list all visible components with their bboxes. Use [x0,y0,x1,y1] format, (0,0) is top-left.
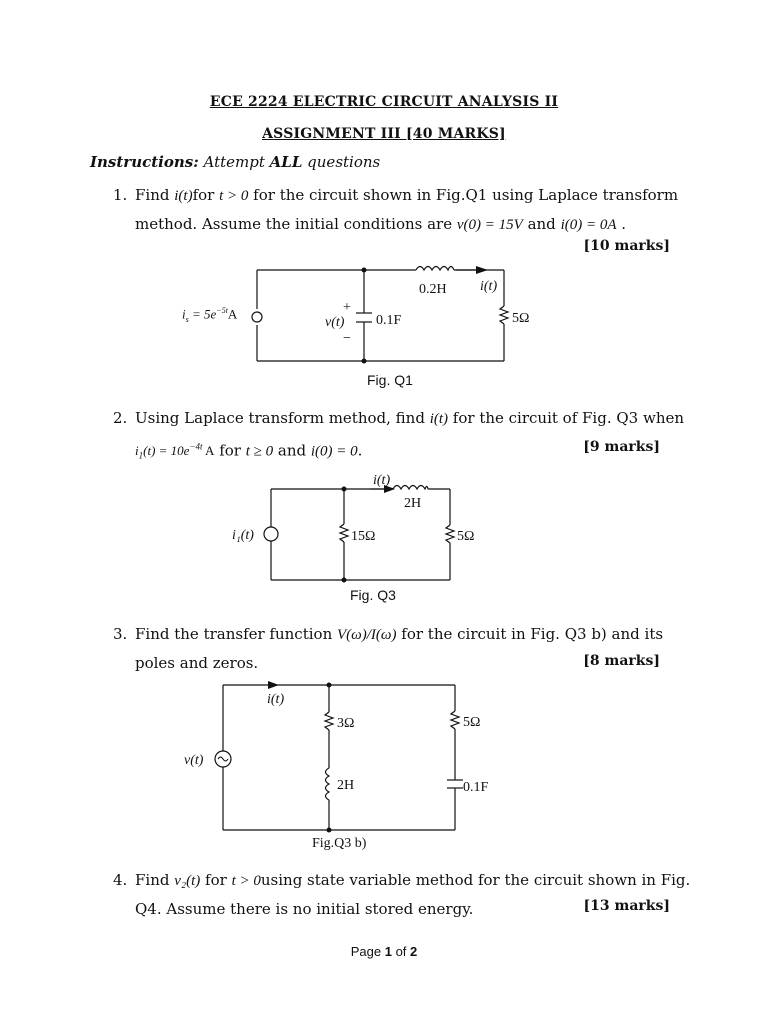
page-footer [0,944,768,959]
question-number: 3. [113,625,128,643]
q1-initial-voltage: v(0) = 15V [456,217,523,233]
q2-current: i(t) [429,411,449,427]
instructions-text-end: questions [302,153,381,171]
q3b-source-label: v(t) [184,753,204,768]
q1-text: Find [135,186,175,204]
q1-initial-current: i(0) = 0A [560,217,617,233]
resistor-icon [325,712,333,730]
q3b-caption: Fig.Q3 b) [312,836,367,851]
q3-current-label: i(t) [373,473,391,488]
q1-text: . [616,215,627,233]
question-number: 2. [113,409,128,427]
q2-text: for [214,441,246,460]
q2-marks: [9 marks] [583,439,660,455]
q1-text: for [192,186,220,204]
q3-text: for the circuit in Fig. Q3 b) and its [396,625,664,643]
q1-condition: t > 0 [219,188,249,204]
q3-inductor-label: 2H [404,496,422,511]
q1-text: for the circuit shown in Fig.Q1 using Laplace transform [248,186,679,204]
q1-current-label: i(t) [480,279,498,294]
instructions-emphasis: ALL [269,153,303,171]
assignment-title: ASSIGNMENT III [40 MARKS] [262,126,506,142]
footer-total-pages: 2 [410,944,418,959]
q2-text: Using Laplace transform method, find [135,409,430,427]
footer-of-word: of [395,944,407,959]
footer-current-page: 1 [384,944,392,959]
q2-condition: t ≥ 0 [245,443,274,460]
q3-caption: Fig. Q3 [350,587,396,603]
q3-transfer-function: V(ω)/I(ω) [337,627,397,643]
inductor-icon [326,768,330,800]
q1-marks: [10 marks] [583,238,670,254]
q1-caption: Fig. Q1 [367,372,413,388]
q4-text: for [200,871,232,889]
q3-text: poles and zeros. [135,654,259,672]
q3-source-label: i₁(t) [232,528,254,543]
instructions-text: Attempt [198,153,270,171]
q4-condition: t > 0 [231,873,261,889]
plus-sign: + [343,300,351,315]
q1-text: method. Assume the initial conditions are [135,215,457,233]
instructions-label: Instructions: [90,153,199,171]
minus-sign: − [343,331,351,346]
q3b-capacitor-label: 0.1F [463,780,489,795]
resistor-icon [451,711,459,729]
q3b-current-label: i(t) [267,692,285,707]
q3b-resistor1-label: 3Ω [337,716,355,731]
q2-initial-current: i(0) = 0 [310,443,358,460]
q2-text: and [273,441,311,460]
q3-text: Find the transfer function [135,625,337,643]
q1-inductor-label: 0.2H [419,282,447,297]
q3-marks: [8 marks] [583,653,660,669]
q2-text: for the circuit of Fig. Q3 when [448,409,685,427]
q4-text: Q4. Assume there is no initial stored energy. [135,900,474,918]
q4-text: Find [135,871,175,889]
q3b-inductor-label: 2H [337,778,355,793]
q1-voltage-label: v(t) [325,315,345,330]
q3b-resistor2-label: 5Ω [463,715,481,730]
q1-text: and [522,215,561,233]
question-number: 1. [113,186,128,204]
course-title: ECE 2224 ELECTRIC CIRCUIT ANALYSIS II [209,94,559,110]
q3-resistor2-label: 5Ω [457,529,475,544]
q1-source-label: $i_s = 5e^{-5t}A$ [182,306,238,324]
q1-current: i(t) [174,188,193,204]
q1-capacitor-label: 0.1F [376,313,402,328]
question-4 [113,866,693,923]
q2-text: . [357,441,363,460]
q2-source: $i_1(t) = 10e^{-4t}$ A [135,442,215,461]
footer-page-word: Page [350,944,382,959]
question-number: 4. [113,871,128,889]
q4-marks: [13 marks] [583,898,670,914]
q3-resistor1-label: 15Ω [351,529,376,544]
q1-resistor-label: 5Ω [512,311,530,326]
q4-voltage: v₂(t) [174,873,201,889]
q4-text: using state variable method for the circuit shown in Fig. [260,871,691,889]
